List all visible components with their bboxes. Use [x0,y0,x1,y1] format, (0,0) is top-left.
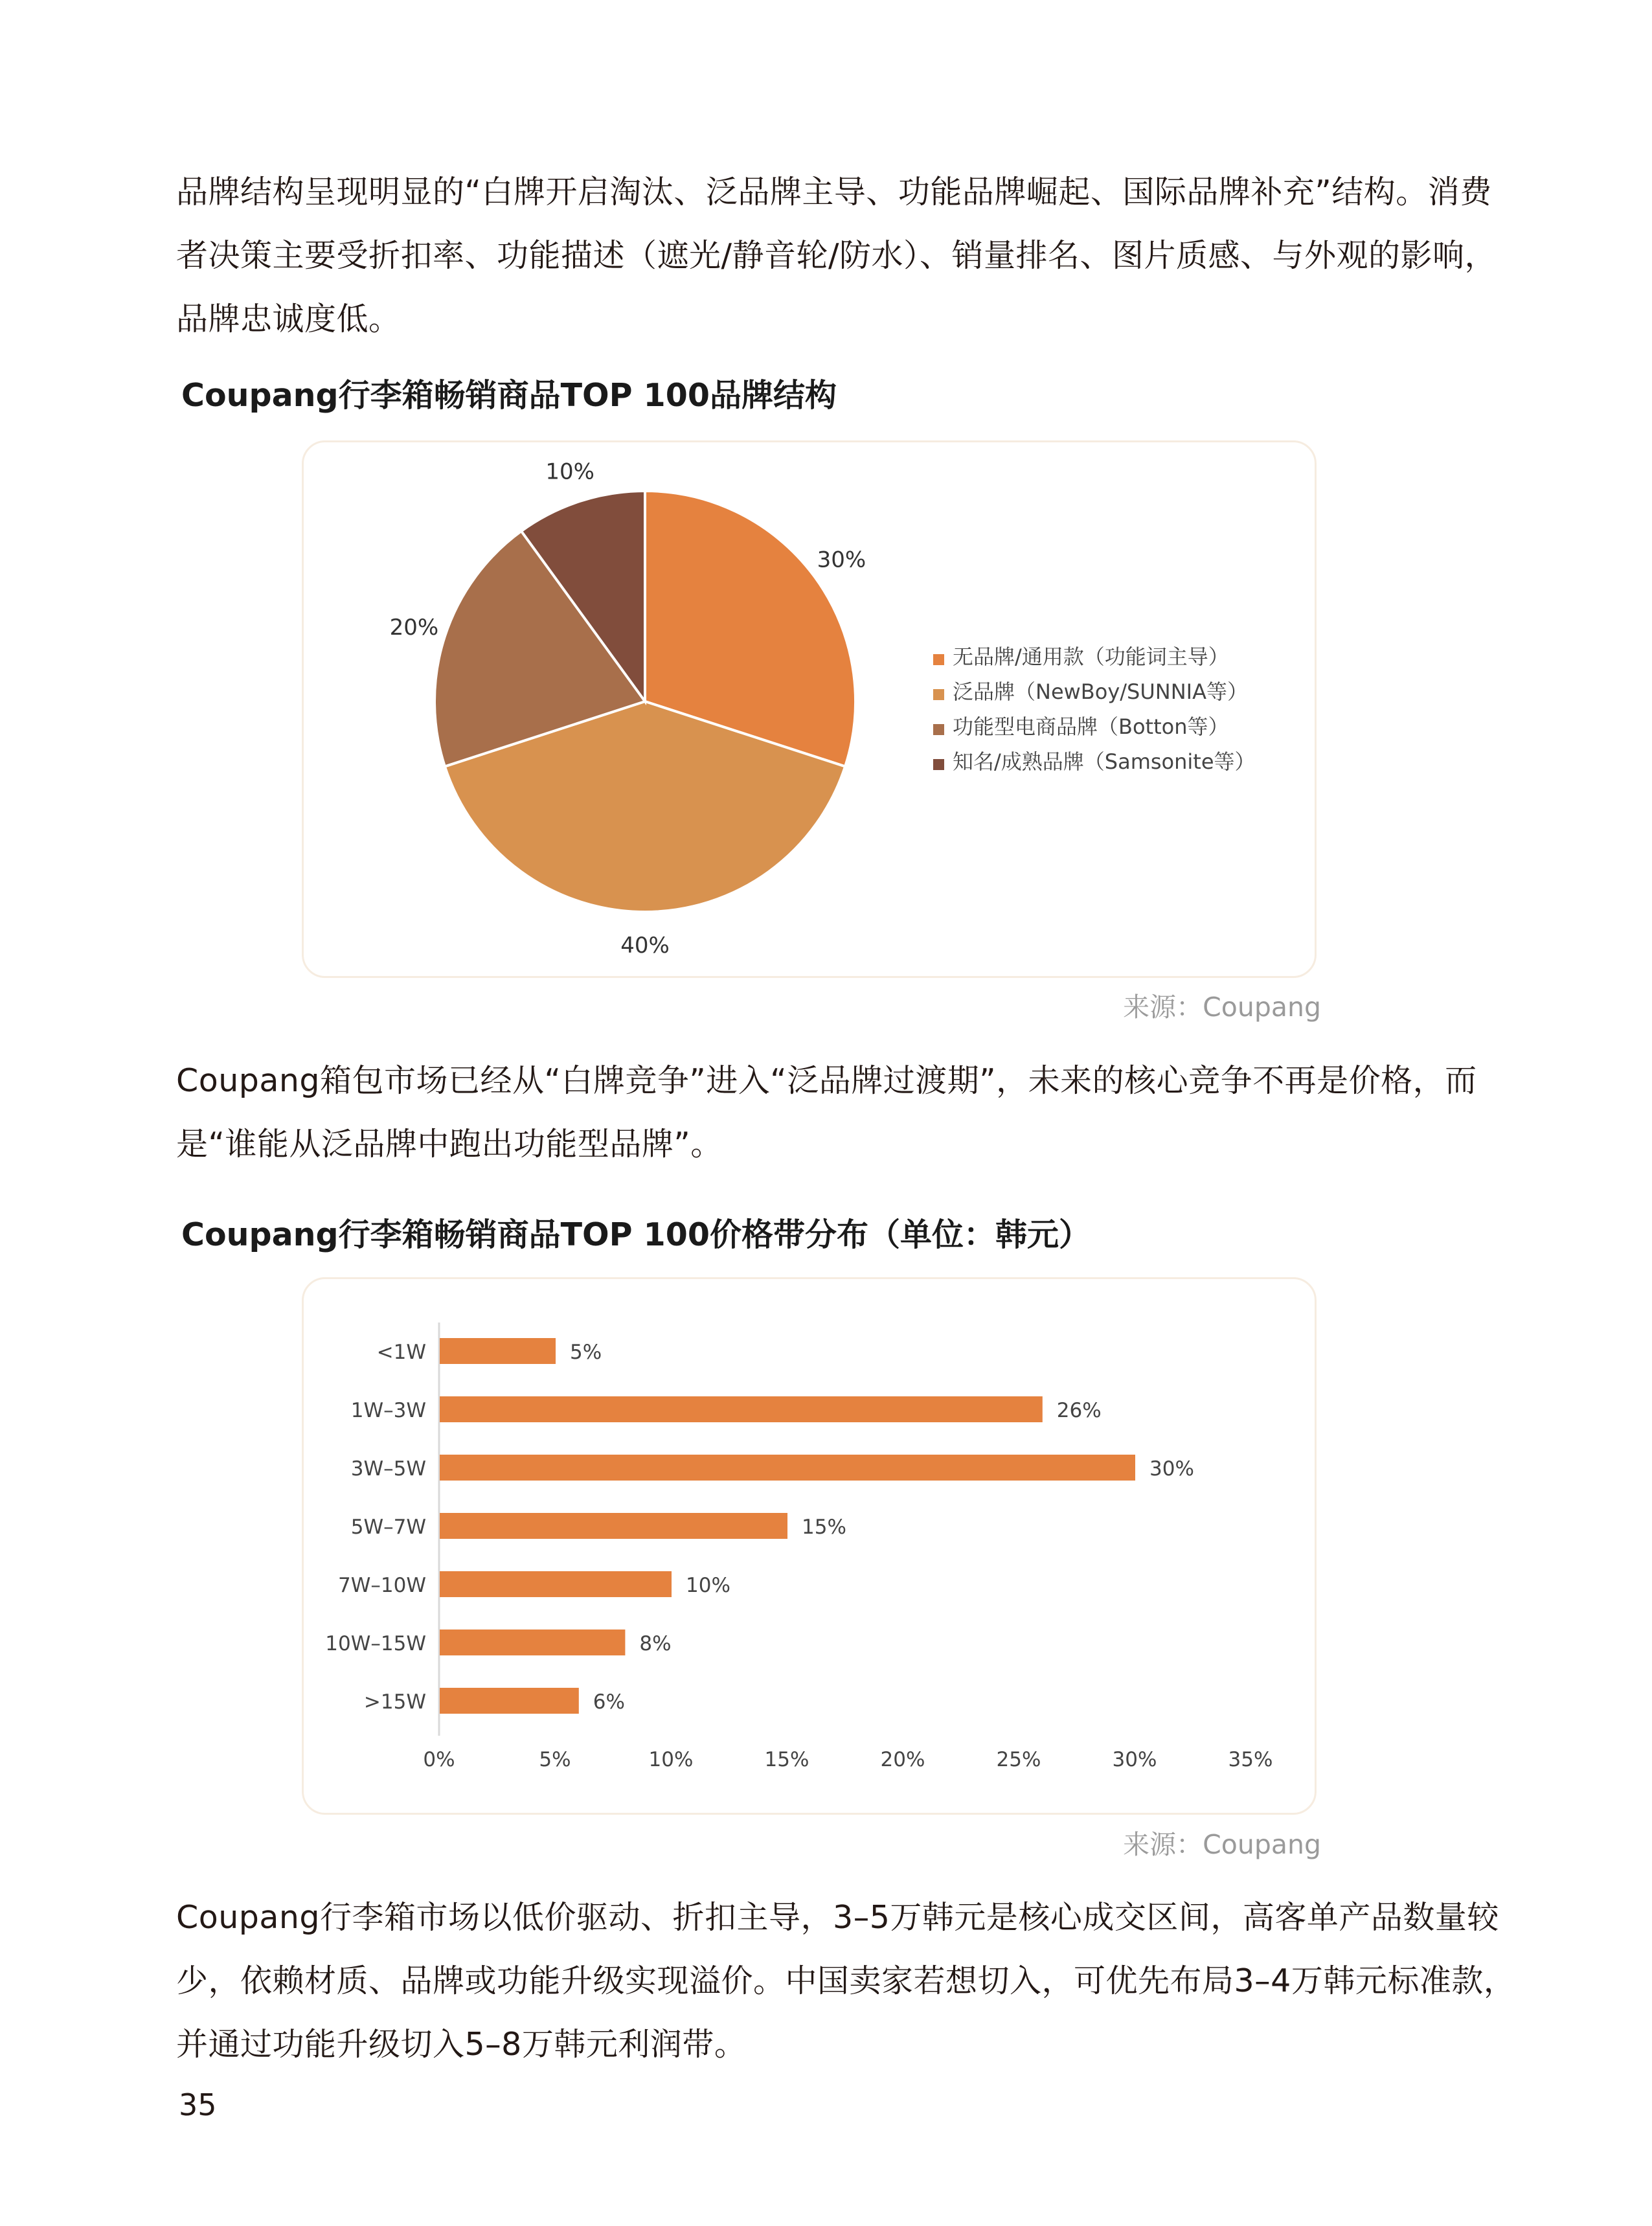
bar-category-label: 10W–15W [325,1632,426,1655]
x-tick-label: 15% [764,1748,809,1771]
bar-category-label: 5W–7W [350,1516,426,1539]
legend-swatch [933,689,944,700]
x-tick-label: 5% [539,1748,571,1771]
bar-value-label: 10% [686,1574,730,1597]
bar-chart-title: Coupang行李箱畅销商品TOP 100价格带分布（单位：韩元） [181,1216,1091,1253]
legend-label: 知名/成熟品牌（Samsonite等） [953,749,1256,774]
pie-chart [304,442,1318,980]
pie-slice-label: 30% [817,547,866,573]
bar [440,1513,787,1539]
pie-slice-label: 40% [620,933,670,959]
pie-chart-source: 来源：Coupang [1123,992,1321,1023]
bar-value-label: 5% [570,1341,602,1364]
pie-chart-container [302,440,1317,978]
bar-category-label: 3W–5W [350,1457,426,1481]
legend-label: 泛品牌（NewBoy/SUNNIA等） [953,679,1248,704]
bar-category-label: 7W–10W [338,1574,426,1597]
x-tick-label: 20% [880,1748,925,1771]
page-number: 35 [179,2087,217,2122]
bar-value-label: 6% [593,1690,625,1714]
bar-chart-container [302,1277,1317,1815]
bar [440,1571,672,1597]
bar [440,1630,625,1655]
bar-chart-source: 来源：Coupang [1123,1829,1321,1860]
legend-swatch [933,724,944,735]
bar [440,1396,1043,1422]
pie-slice-label: 20% [389,615,439,641]
bar-category-label: <1W [376,1341,426,1364]
bar-category-label: 1W–3W [350,1399,426,1422]
x-tick-label: 30% [1112,1748,1157,1771]
pie-chart-title: Coupang行李箱畅销商品TOP 100品牌结构 [181,377,837,414]
legend-swatch [933,654,944,665]
x-tick-label: 10% [648,1748,694,1771]
bar [440,1455,1135,1481]
bar-value-label: 8% [639,1632,672,1655]
bar-chart [304,1279,1318,1817]
bar-value-label: 30% [1149,1457,1194,1481]
legend-label: 功能型电商品牌（Botton等） [953,714,1229,739]
paragraph-price-band: Coupang行李箱市场以低价驱动、折扣主导，3–5万韩元是核心成交区间，高客单产品数量较少，依赖材质、品牌或功能升级实现溢价。中国卖家若想切入，可优先布局3–4万韩元标准款，并通过功能升级切入5–8万韩元利润带。 [176,1899,1516,2063]
bar-value-label: 26% [1056,1399,1102,1422]
legend-swatch [933,759,944,770]
bar [440,1338,556,1364]
x-tick-label: 25% [996,1748,1041,1771]
x-tick-label: 35% [1228,1748,1273,1771]
pie-slice-label: 10% [545,459,594,485]
bar [440,1688,579,1714]
bar-category-label: >15W [363,1690,426,1714]
x-tick-label: 0% [423,1748,455,1771]
paragraph-market-stage: Coupang箱包市场已经从“白牌竞争”进入“泛品牌过渡期”，未来的核心竞争不再是价格，而是“谁能从泛品牌中跑出功能型品牌”。 [176,1062,1477,1163]
legend-label: 无品牌/通用款（功能词主导） [953,644,1229,669]
bar-value-label: 15% [802,1516,846,1539]
paragraph-brand-structure: 品牌结构呈现明显的“白牌开启淘汰、泛品牌主导、功能品牌崛起、国际品牌补充”结构。消费者决策主要受折扣率、功能描述（遮光/静音轮/防水）、销量排名、图片质感、与外观的影响，品牌忠诚度低。 [176,174,1497,337]
